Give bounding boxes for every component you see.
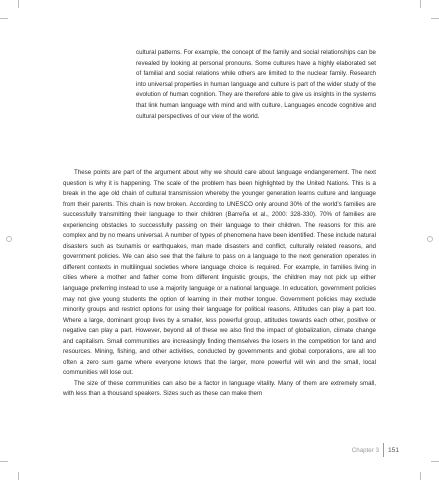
- page-footer: [352, 443, 399, 457]
- block-quote: [136, 48, 376, 122]
- crop-mark-top-left-v: [18, 0, 19, 8]
- registration-mark-left: [6, 236, 12, 242]
- page-number: 151: [387, 446, 399, 454]
- crop-mark-bottom-left-v: [18, 472, 19, 480]
- crop-mark-top-right-h: [431, 18, 439, 19]
- crop-mark-top-left-h: [0, 18, 8, 19]
- crop-mark-bottom-right-h: [431, 461, 439, 462]
- crop-mark-bottom-left-h: [0, 461, 8, 462]
- body-paragraph-2: The size of these communities can also be a factor in language vitality. Many of them are extremely small, with less than a thousand speakers. Sizes such as these can make them: [63, 379, 376, 398]
- block-quote-text: cultural patterns. For example, the concept of the family and social relationships can be revealed by looking at personal pronouns. Some cultures have a highly elaborated set of familial and social relations while others are limited to the nuclear family. Research into universal properties in human language and culture is part of the wider study of the evolution of human cognition. They are therefore able to give us insights in the systems that link human language with mind and with culture. Languages encode cognitive and cultural perspectives of our view of the world.: [136, 49, 376, 120]
- registration-mark-right: [427, 236, 433, 242]
- chapter-label: Chapter 3: [351, 446, 379, 454]
- crop-mark-top-right-v: [420, 0, 421, 8]
- body-text: [63, 168, 376, 400]
- footer-divider: [383, 443, 384, 457]
- crop-mark-bottom-right-v: [420, 472, 421, 480]
- body-paragraph-1: These points are part of the argument about why we should care about language endangerement. The next question is why it is happening. The scale of the problem has been highlighted by the United Nations. This is a break in the age old chain of cultural transmission whereby the younger generation learns culture and language from their parents. This chain is now broken. According to UNESCO only around 30% of the world’s families are successfully transmitting their language to their children (Barreña et al., 2000: 328-330). 70% of families are experiencing obstacles to successfully passing on their language to their children. The reasons for this are complex and by no means universal. A number of types of phenomena have been identified. These include natural disasters such as tsunamis or earthquakes, man made disasters and conflict, culturally related reasons, and government policies. We can also see that the failure to pass on a language to the next generation operates in different contexts in multilingual societies where language choice is required. For example, in families living in cities where a mother and father come from different linguistic groups, the children may not pick up either language preferring instead to use a majority language or a national language. In education, government policies may not give young students the option of learning in their mother tongue. Government policies may exclude minority groups and restrict options for using their language for political reasons. Attitudes can play a part too. Where a large, dominant group lives by a smaller, less powerful group, attitudes towards each other, positive or negative can play a part. However, beyond all of these we also find the impact of globalization, climate change and capitalism. Small communities are increasingly finding themselves the losers in the competition for land and resources. Mining, fishing, and other activities, conducted by governments and global corporations, are all too often a zero sum game where everyone knows that the larger, more powerful will win and the small, local communities will lose out.: [63, 169, 376, 377]
